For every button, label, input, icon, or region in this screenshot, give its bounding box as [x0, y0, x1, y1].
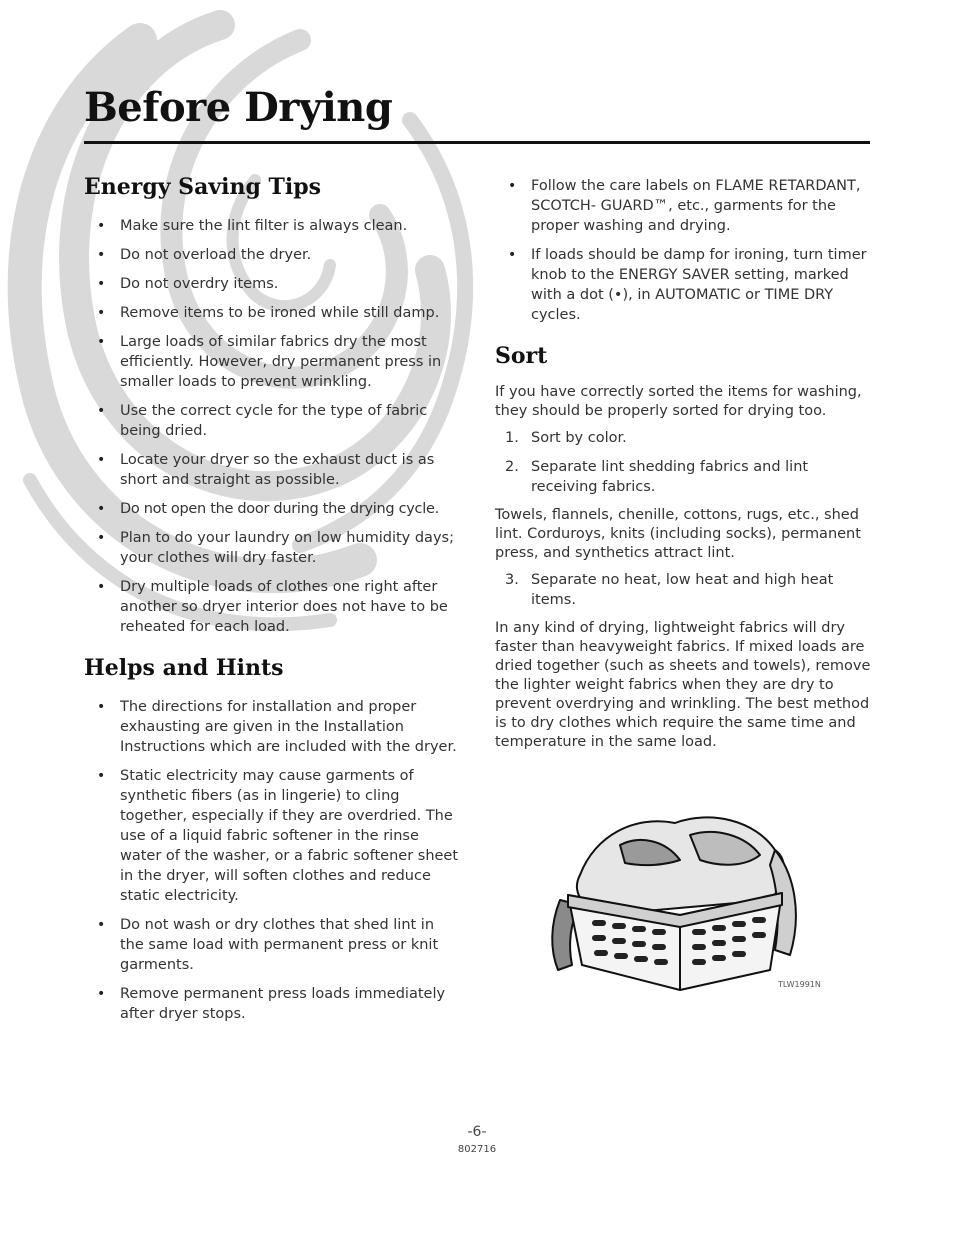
list-item [495, 428, 875, 448]
list-item: • Dry multiple loads of clothes one right after another so dryer interior does not have to be reheated for each load. [84, 577, 460, 637]
list-item: • Use the correct cycle for the type of fabric being dried. [84, 401, 460, 441]
sort-steps-a [495, 428, 875, 497]
list-item [495, 457, 875, 497]
document-code: 802716 [457, 1144, 497, 1155]
list-item: • Do not overdry items. [84, 274, 460, 294]
step-number: 2. [505, 459, 519, 475]
step-text: Sort by color. [531, 430, 627, 446]
illustration-code: TLW1991N [778, 980, 821, 989]
step-number: 1. [505, 430, 519, 446]
laundry-basket-icon [540, 805, 820, 995]
list-item: • Plan to do your laundry on low humidity days; your clothes will dry faster. [84, 528, 460, 568]
energy-tips-list [84, 216, 460, 637]
lint-note: Towels, flannels, chenille, cottons, rugs, etc., shed lint. Corduroys, knits (including socks), permanent press, and synthetics attract lint. [495, 507, 861, 561]
list-item: • Static electricity may cause garments of synthetic fibers (as in lingerie) to cling together, especially if they are overdried. The use of a liquid fabric softener in the rinse water of the washer, or a fabric softener sheet in the dryer, will soften clothes and reduce static electricity. [84, 766, 460, 906]
right-column [495, 176, 875, 759]
page-title: Before Drying [84, 84, 393, 131]
list-item: • The directions for installation and proper exhausting are given in the Installation Instructions which are included with the dryer. [84, 697, 460, 757]
energy-tips-heading: Energy Saving Tips [84, 174, 321, 200]
page-number: -6- [467, 1124, 487, 1140]
step-text: Separate lint shedding fabrics and lint receiving fabrics. [531, 459, 809, 495]
list-item [495, 570, 875, 610]
step-number: 3. [505, 572, 519, 588]
list-item: • Do not overload the dryer. [84, 245, 460, 265]
helps-hints-list [84, 697, 460, 1024]
list-item: • If loads should be damp for ironing, turn timer knob to the ENERGY SAVER setting, marked with a dot (•), in AUTOMATIC or TIME DRY cycles. [495, 245, 875, 325]
list-item: • Follow the care labels on FLAME RETARDANT, SCOTCH- GUARD™, etc., garments for the proper washing and drying. [495, 176, 875, 236]
list-item: • Remove items to be ironed while still damp. [84, 303, 460, 323]
list-item: • Remove permanent press loads immediately after dryer stops. [84, 984, 460, 1024]
left-column [84, 172, 460, 1033]
sort-heading: Sort [495, 343, 548, 369]
sort-steps-b [495, 570, 875, 610]
sort-intro: If you have correctly sorted the items for washing, they should be properly sorted for drying too. [495, 384, 862, 419]
list-item: • Do not wash or dry clothes that shed lint in the same load with permanent press or knit garments. [84, 915, 460, 975]
step-text: Separate no heat, low heat and high heat items. [531, 572, 834, 608]
list-item: • Locate your dryer so the exhaust duct is as short and straight as possible. [84, 450, 460, 490]
helps-hints-heading: Helps and Hints [84, 655, 284, 681]
list-item: • Do not open the door during the drying cycle. [84, 499, 460, 519]
title-rule [84, 141, 870, 144]
care-label-list [495, 176, 875, 325]
list-item: • Large loads of similar fabrics dry the most efficiently. However, dry permanent press in smaller loads to prevent wrinkling. [84, 332, 460, 392]
list-item: • Make sure the lint filter is always clean. [84, 216, 460, 236]
sort-closing: In any kind of drying, lightweight fabrics will dry faster than heavyweight fabrics. If mixed loads are dried together (such as sheets and towels), remove the lighter weight fabrics when they are dry to prevent overdrying and wrinkling. The best method is to dry clothes which require the same time and temperature in the same load. [495, 620, 871, 750]
